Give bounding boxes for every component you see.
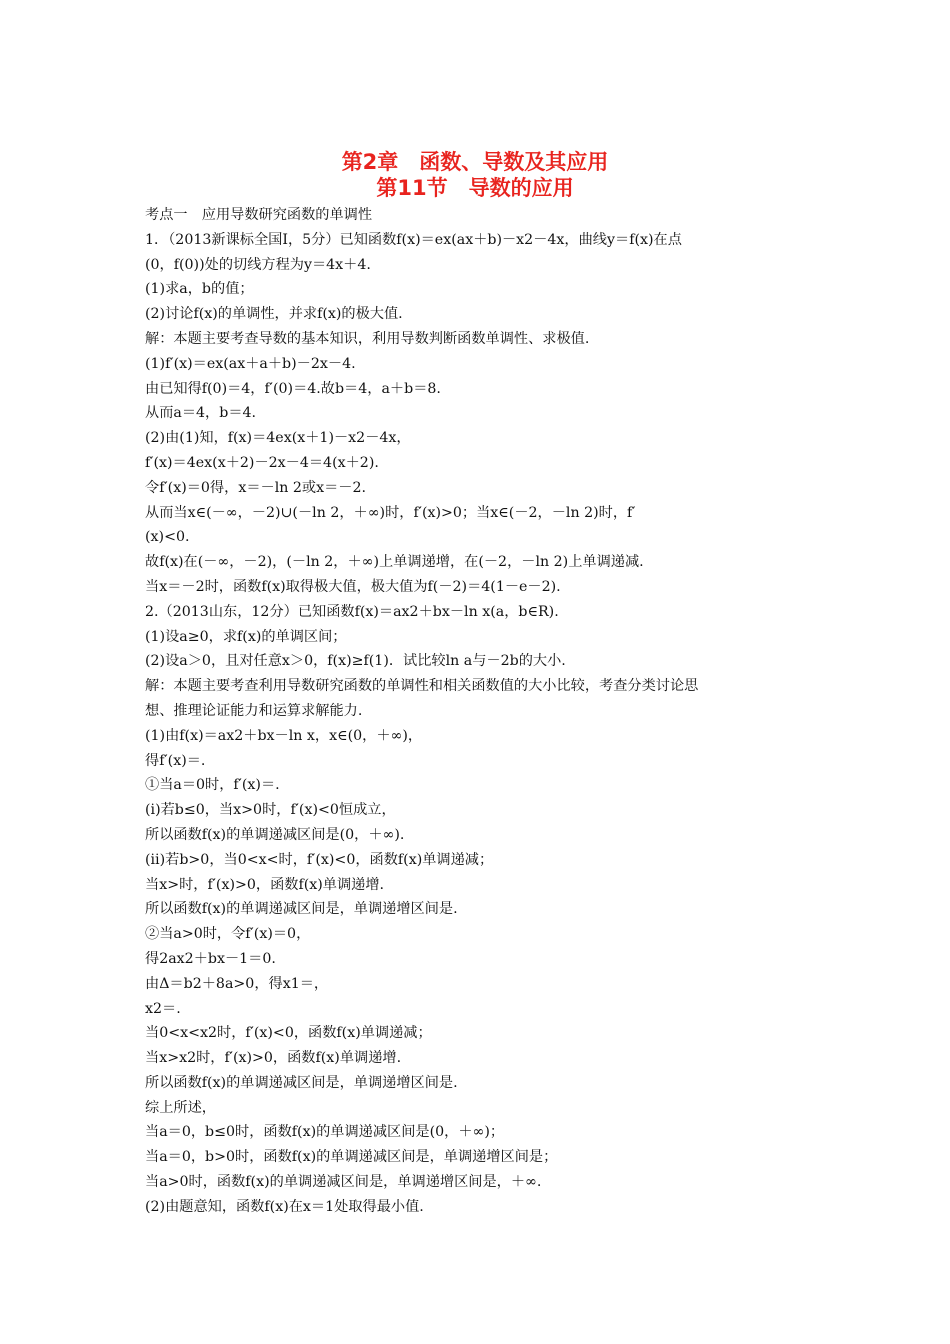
solution-line: (2)由题意知，函数f(x)在x＝1处取得最小值. <box>145 1198 424 1215</box>
solution-line: f′(x)＝4ex(x＋2)－2x－4＝4(x＋2). <box>145 454 379 471</box>
section-title: 第11节 导数的应用 <box>376 176 574 200</box>
problem-1-statement-cont: (0，f(0))处的切线方程为y＝4x＋4. <box>145 256 371 273</box>
problem-2-statement: 2.（2013山东，12分）已知函数f(x)＝ax2＋bx－ln x(a，b∈R). <box>145 603 559 620</box>
solution-2-intro: 解：本题主要考查利用导数研究函数的单调性和相关函数值的大小比较，考查分类讨论思 <box>145 678 699 695</box>
solution-line: (ⅰ)若b≤0，当x>0时，f′(x)<0恒成立， <box>145 802 396 819</box>
solution-line: 当x>时，f′(x)>0，函数f(x)单调递增. <box>145 876 385 893</box>
problem-1-part-1: (1)求a，b的值； <box>145 281 254 298</box>
solution-line: 所以函数f(x)的单调递减区间是，单调递增区间是. <box>145 901 458 918</box>
solution-line: (2)由(1)知，f(x)＝4ex(x＋1)－x2－4x， <box>145 430 411 447</box>
solution-line: 综上所述， <box>145 1099 216 1116</box>
chapter-title: 第2章 函数、导数及其应用 <box>341 150 609 174</box>
solution-line: 令f′(x)＝0得，x＝－ln 2或x＝－2. <box>145 479 367 496</box>
problem-2-part-1: (1)设a≥0，求f(x)的单调区间； <box>145 628 347 645</box>
solution-line: (1)f′(x)＝ex(ax＋a＋b)－2x－4. <box>145 355 356 372</box>
solution-line: 由已知得f(0)＝4，f′(0)＝4.故b＝4，a＋b＝8. <box>145 380 441 397</box>
solution-line: 当a>0时，函数f(x)的单调递减区间是，单调递增区间是，＋∞. <box>145 1174 542 1191</box>
problem-2-part-2: (2)设a＞0，且对任意x＞0，f(x)≥f(1)．试比较ln a与－2b的大小. <box>145 653 566 670</box>
solution-line: 所以函数f(x)的单调递减区间是，单调递增区间是. <box>145 1074 458 1091</box>
solution-line: 当0<x<x2时，f′(x)<0，函数f(x)单调递减； <box>145 1025 432 1042</box>
solution-line: ②当a>0时，令f′(x)＝0， <box>145 926 311 943</box>
solution-line: 从而a＝4，b＝4. <box>145 405 257 422</box>
solution-line: x2＝. <box>145 1000 181 1017</box>
solution-line: 从而当x∈(－∞，－2)∪(－ln 2，＋∞)时，f′(x)>0；当x∈(－2，－ln 2)时，f′ <box>145 504 636 521</box>
problem-1-statement: 1．（2013新课标全国Ⅰ，5分）已知函数f(x)＝ex(ax＋b)－x2－4x，曲线y＝f(x)在点 <box>145 231 682 248</box>
solution-line: 当x>x2时，f′(x)>0，函数f(x)单调递增. <box>145 1050 402 1067</box>
solution-line: 故f(x)在(－∞，－2)，(－ln 2，＋∞)上单调递增，在(－2，－ln 2)上单调递减. <box>145 554 644 571</box>
solution-line: (ⅱ)若b>0，当0<x<时，f′(x)<0，函数f(x)单调递减； <box>145 851 494 868</box>
solution-1-intro: 解：本题主要考查导数的基本知识，利用导数判断函数单调性、求极值. <box>145 330 590 347</box>
solution-line: 得f′(x)＝. <box>145 752 206 769</box>
solution-line: 当a＝0，b≤0时，函数f(x)的单调递减区间是(0，＋∞)； <box>145 1124 505 1141</box>
solution-line: 由Δ＝b2＋8a>0，得x1＝， <box>145 975 329 992</box>
document-body <box>145 203 810 1220</box>
solution-line: (x)<0. <box>145 529 190 546</box>
solution-line: ①当a＝0时，f′(x)＝. <box>145 777 280 794</box>
solution-line: 当a＝0，b>0时，函数f(x)的单调递减区间是，单调递增区间是； <box>145 1149 558 1166</box>
solution-line: (1)由f(x)＝ax2＋bx－ln x，x∈(0，＋∞)， <box>145 727 423 744</box>
solution-line: 得2ax2＋bx－1＝0. <box>145 950 276 967</box>
topic-heading: 考点一 应用导数研究函数的单调性 <box>145 207 373 223</box>
solution-2-intro-cont: 想、推理论证能力和运算求解能力. <box>145 702 363 719</box>
solution-line: 当x＝－2时，函数f(x)取得极大值，极大值为f(－2)＝4(1－e－2). <box>145 578 561 595</box>
solution-line: 所以函数f(x)的单调递减区间是(0，＋∞). <box>145 826 405 843</box>
problem-1-part-2: (2)讨论f(x)的单调性，并求f(x)的极大值. <box>145 306 403 323</box>
